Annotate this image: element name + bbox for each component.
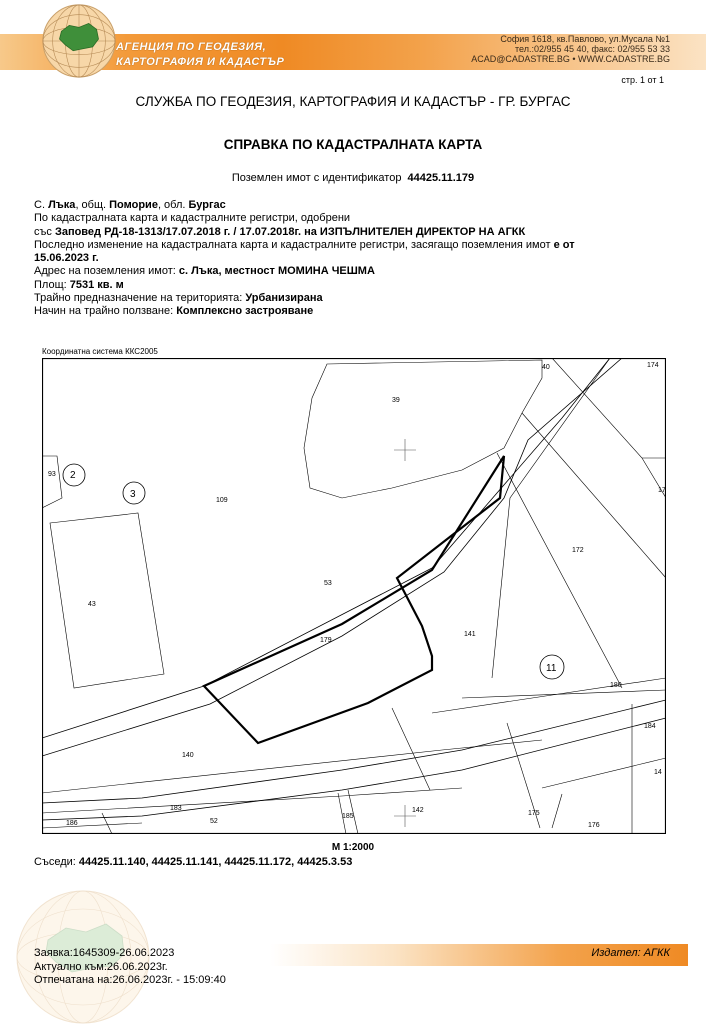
parcel-label-43: 43 xyxy=(88,601,96,608)
address-label: Адрес на поземления имот: xyxy=(34,265,176,278)
settlement: Лъка xyxy=(48,199,76,211)
usage-label: Начин на трайно ползване: xyxy=(34,305,174,318)
agency-logo-globe-icon xyxy=(40,2,118,80)
identifier-line xyxy=(0,172,706,184)
order: Заповед РД-18-1313/17.07.2018 г. / 17.07.2018г. на ИЗПЪЛНИТЕЛЕН ДИРЕКТОР НА АГКК xyxy=(54,225,526,238)
municipality: Поморие xyxy=(109,199,158,211)
parcel-label-174: 174 xyxy=(647,362,659,369)
parcel-label-179: 179 xyxy=(320,637,332,644)
parcel-label-172: 172 xyxy=(572,547,584,554)
document-title: СПРАВКА ПО КАДАСТРАЛНАТА КАРТА xyxy=(223,137,483,152)
parcel-label-141: 141 xyxy=(464,631,476,638)
usage: Комплексно застрояване xyxy=(176,305,314,318)
identifier-label: Поземлен имот с идентификатор xyxy=(231,172,402,184)
parcel-label-40: 40 xyxy=(542,364,550,371)
agency-line-1: АГЕНЦИЯ ПО ГЕОДЕЗИЯ, xyxy=(116,41,267,53)
contact-phone: тел.:02/955 45 40, факс: 02/955 53 33 xyxy=(514,44,670,54)
parcel-label-2: 2 xyxy=(70,470,76,481)
parcel-label-140: 140 xyxy=(182,752,194,759)
current-as-of: Актуално към:26.06.2023г. xyxy=(34,960,168,973)
municipality-prefix: , общ. xyxy=(75,199,107,211)
order-line xyxy=(34,226,684,239)
printed-on: Отпечатана на:26.06.2023г. - 15:09:40 xyxy=(34,974,226,986)
approval-line: По кадастралната карта и кадастралните регистри, одобрени xyxy=(34,212,351,225)
map-scale: М 1:2000 xyxy=(331,842,375,853)
purpose-label: Трайно предназначение на територията: xyxy=(34,292,243,305)
last-change-line xyxy=(34,239,684,252)
purpose: Урбанизирана xyxy=(245,292,323,305)
settlement-prefix: С. xyxy=(34,199,45,211)
parcel-label-93: 93 xyxy=(48,471,56,478)
last-change-date-a: е от xyxy=(553,238,575,251)
agency-line-2: КАРТОГРАФИЯ И КАДАСТЪР xyxy=(116,56,285,68)
agency-contact xyxy=(471,34,670,64)
parcel-label-52: 52 xyxy=(210,818,218,825)
publisher: Издател: АГКК xyxy=(591,947,670,959)
parcel-label-14: 14 xyxy=(654,769,662,776)
page-number: стр. 1 от 1 xyxy=(621,75,664,85)
district-prefix: , обл. xyxy=(157,199,186,211)
service-title: СЛУЖБА ПО ГЕОДЕЗИЯ, КАРТОГРАФИЯ И КАДАСТЪР - ГР. БУРГАС xyxy=(135,94,571,109)
last-change-date-line xyxy=(34,252,684,265)
property-info xyxy=(34,199,684,319)
parcel-label-3: 3 xyxy=(130,489,136,500)
contact-address: София 1618, кв.Павлово, ул.Мусала №1 xyxy=(500,34,670,44)
parcel-label-183: 183 xyxy=(170,805,182,812)
parcel-label-109: 109 xyxy=(216,497,228,504)
contact-web[interactable]: ACAD@CADASTRE.BG • WWW.CADASTRE.BG xyxy=(471,54,670,64)
identifier-value: 44425.11.179 xyxy=(407,172,475,184)
area-label: Площ: xyxy=(34,278,67,291)
order-prefix: със xyxy=(34,225,52,238)
agency-name xyxy=(116,40,284,70)
address: с. Лъка, местност МОМИНА ЧЕШМА xyxy=(178,265,375,278)
district: Бургас xyxy=(188,199,226,211)
last-change-date-b: 15.06.2023 г. xyxy=(34,252,99,265)
neighbours-value: 44425.11.140, 44425.11.141, 44425.11.172, 44425.3.53 xyxy=(78,856,353,868)
cadastral-map xyxy=(42,358,666,834)
parcel-label-180: 180 xyxy=(610,682,622,689)
parcel-label-142: 142 xyxy=(412,807,424,814)
parcel-label-186: 186 xyxy=(66,820,78,827)
neighbours-label: Съседи: xyxy=(34,856,76,868)
parcel-label-39: 39 xyxy=(392,397,400,404)
parcel-label-11: 11 xyxy=(546,663,557,674)
last-change-text: Последно изменение на кадастралната карта и кадастралните регистри, засягащо поземления имот xyxy=(34,238,551,251)
area-line xyxy=(34,279,684,292)
coordinate-system: Координатна система ККС2005 xyxy=(42,347,158,356)
parcel-label-176: 176 xyxy=(588,822,600,829)
neighbours-line xyxy=(34,856,352,868)
parcel-label-17: 17 xyxy=(658,487,666,494)
area: 7531 кв. м xyxy=(69,278,124,291)
address-line xyxy=(34,265,684,278)
parcel-label-184: 184 xyxy=(644,723,656,730)
request-info xyxy=(34,947,226,988)
usage-line xyxy=(34,305,684,318)
parcel-label-175: 175 xyxy=(528,810,540,817)
purpose-line xyxy=(34,292,684,305)
request-number: Заявка:1645309-26.06.2023 xyxy=(34,947,175,959)
location-line xyxy=(34,199,684,212)
parcel-label-185: 185 xyxy=(342,813,354,820)
parcel-label-53: 53 xyxy=(324,580,332,587)
